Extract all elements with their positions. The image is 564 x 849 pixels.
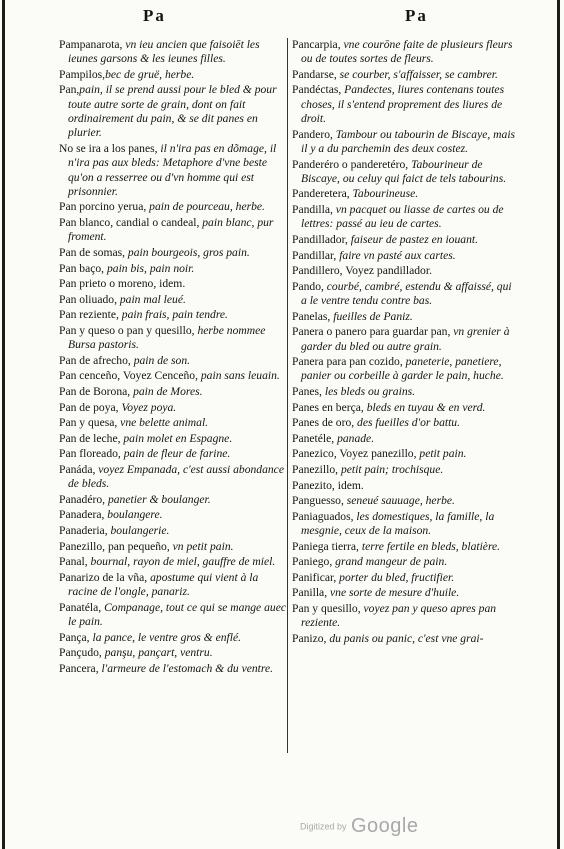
entry-definition: vne sorte de mesure d'huile. (327, 586, 460, 600)
dictionary-entry (59, 354, 287, 368)
entry-definition: apostume qui vient à la racine de l'ongle, panariz. (68, 570, 259, 599)
entry-definition: Tambour ou tabourin de Biscaye, mais il y a du parchemin des deux costez. (301, 127, 516, 155)
entry-definition: pain bis, pain noir. (104, 261, 195, 275)
entry-definition: faire vn pasté aux cartes. (336, 248, 456, 262)
entry-definition: seneué sauuage, herbe. (343, 494, 455, 508)
entry-headword: Pan, (59, 83, 80, 97)
digitized-by-text: Digitized by (300, 821, 347, 832)
dictionary-entry (292, 510, 518, 539)
entry-definition: panetier & boulanger. (105, 492, 211, 506)
entry-headword: Panadera, (59, 508, 105, 522)
entry-definition: pain de Mores. (130, 384, 203, 398)
dictionary-entry (59, 540, 287, 554)
entry-definition: vn grenier à garder du bled ou autre grain. (301, 325, 510, 353)
entry-headword: Pan floreado, (59, 447, 121, 461)
entry-headword: Pampilos, (59, 67, 106, 81)
running-headers (0, 6, 564, 28)
entry-headword: Pandéctas, (292, 83, 342, 97)
dictionary-entry (59, 432, 287, 446)
entry-definition: porter du bled, fructifier. (336, 570, 455, 584)
entry-definition: pain, il se prend aussi pour le bled & pour toute autre sorte de grain, dont on fait ordinairement du pain, & se dit panes en plurier. (68, 83, 277, 140)
entry-definition: pain de son. (130, 353, 191, 367)
dictionary-entry (59, 293, 287, 307)
entry-headword: Panera o panero para guardar pan, (292, 325, 451, 339)
dictionary-entry (292, 463, 518, 477)
dictionary-entry (292, 602, 518, 631)
dictionary-entry (59, 200, 287, 214)
entry-definition: voyez Empanada, c'est aussi abondance de bleds. (68, 462, 284, 491)
column-divider (287, 38, 288, 753)
dictionary-entry (292, 68, 518, 82)
right-column (292, 38, 518, 788)
entry-definition: l'armeure de l'estomach & du ventre. (98, 661, 274, 675)
entry-headword: Panezico, Voyez panezillo, (292, 447, 417, 461)
dictionary-entry (59, 571, 287, 600)
entry-definition: pain de pourceau, herbe. (146, 200, 265, 214)
dictionary-entry (59, 308, 287, 322)
dictionary-entry (59, 646, 287, 660)
entry-headword: Pan de poya, (59, 400, 119, 414)
entry-headword: Panes de oro, (292, 416, 355, 430)
entry-headword: Pan baço, (59, 261, 105, 275)
entry-headword: Pança, (59, 630, 90, 644)
entry-headword: Pan prieto o moreno, idem. (59, 277, 186, 291)
entry-definition: la pance, le ventre gros & enflé. (89, 630, 242, 644)
entry-headword: Pan y quesillo, (292, 602, 361, 615)
entry-definition: Tabourineur de Biscaye, ou celuy qui faict de tels tabourins. (301, 157, 507, 185)
entry-headword: Pançudo, (59, 646, 102, 660)
running-header-left: Pa (143, 6, 166, 25)
left-column (59, 38, 287, 798)
dictionary-entry (292, 555, 518, 569)
entry-headword: Paniego, (292, 555, 333, 569)
entry-definition: Voyez poya. (118, 400, 177, 414)
entry-headword: Pando, (292, 279, 324, 293)
dictionary-entry (292, 416, 518, 430)
dictionary-entry (292, 355, 518, 384)
dictionary-entry (292, 128, 518, 157)
dictionary-entry (292, 83, 518, 126)
digitized-watermark (300, 815, 418, 835)
entry-definition: pain mal leué. (116, 292, 186, 306)
entry-headword: Pandillador, (292, 232, 348, 246)
dictionary-entry (292, 158, 518, 187)
entry-definition: pain frais, pain tendre. (118, 308, 228, 322)
dictionary-entry (292, 310, 518, 324)
entry-definition: petit pain; trochisque. (338, 462, 444, 476)
dictionary-entry (59, 246, 287, 260)
entry-definition: Pandectes, liures contenans toutes choses, il s'entend proprement des liures de droit. (301, 83, 505, 126)
entry-headword: Panes, (292, 384, 322, 398)
entry-headword: Panal, (59, 555, 88, 569)
entry-definition: du panis ou panic, c'est vne grai- (326, 631, 484, 645)
entry-definition: bleds en tuyau & en verd. (363, 400, 486, 414)
entry-headword: Panilla, (292, 586, 328, 600)
entry-headword: Pampanarota, (59, 38, 123, 51)
dictionary-entry (292, 447, 518, 461)
dictionary-entry (292, 632, 518, 646)
dictionary-entry (292, 325, 518, 354)
entry-headword: No se ira a los panes, (59, 141, 158, 155)
entry-headword: Panelas, (292, 309, 331, 323)
entry-definition: les domestiques, la famille, la mesgnie, ceux de la maison. (301, 509, 495, 538)
entry-definition: pain molet en Espagne. (120, 431, 233, 445)
entry-definition: vn petit pain. (169, 539, 234, 553)
dictionary-entry (292, 203, 518, 232)
dictionary-entry (59, 416, 287, 430)
entry-headword: Panetéle, (292, 431, 335, 445)
dictionary-entry (292, 432, 518, 446)
entry-headword: Pandero, (292, 127, 333, 141)
entry-definition: paneterie, panetiere, panier ou corbeille à garder le pain, huche. (301, 355, 504, 383)
dictionary-entry (292, 494, 518, 508)
entry-headword: Panderéro o panderetéro, (292, 157, 409, 171)
entry-headword: Pan de leche, (59, 431, 121, 445)
entry-definition: grand mangeur de pain. (332, 555, 448, 569)
dictionary-entry (292, 571, 518, 585)
dictionary-entry (292, 280, 518, 309)
dictionary-entry (59, 463, 287, 492)
entry-headword: Pan cenceño, Voyez Cenceño, (59, 369, 198, 383)
entry-headword: Pandarse, (292, 67, 337, 81)
dictionary-entry (292, 249, 518, 263)
entry-definition: pain bourgeois, gros pain. (125, 245, 250, 259)
entry-headword: Panezito, idem. (292, 478, 364, 492)
entry-headword: Panaderia, (59, 524, 108, 538)
dictionary-entry (292, 264, 518, 278)
google-logo: Google (350, 815, 419, 837)
entry-headword: Pan porcino yerua, (59, 200, 147, 214)
dictionary-entry (292, 540, 518, 554)
entry-definition: Companage, tout ce qui se mange auec le pain. (68, 600, 286, 628)
entry-headword: Paniaguados, (292, 509, 354, 523)
entry-headword: Panguesso, (292, 494, 344, 508)
entry-definition: terre fertile en bleds, blatière. (358, 539, 501, 553)
dictionary-entry (59, 631, 287, 645)
entry-definition: boulangerie. (107, 524, 170, 538)
entry-headword: Panes en berça, (292, 400, 364, 414)
dictionary-entry (292, 586, 518, 600)
entry-headword: Panizo, (292, 631, 327, 645)
entry-headword: Pan y quesa, (59, 416, 118, 430)
dictionary-entry (59, 277, 287, 291)
dictionary-entry (59, 83, 287, 140)
dictionary-entry (59, 262, 287, 276)
dictionary-entry (59, 508, 287, 522)
entry-headword: Panezillo, pan pequeño, (59, 539, 170, 553)
dictionary-entry (59, 401, 287, 415)
dictionary-entry (59, 662, 287, 676)
entry-headword: Pan de Borona, (59, 384, 131, 398)
entry-headword: Panáda, (59, 462, 96, 476)
entry-headword: Panadéro, (59, 492, 106, 506)
entry-headword: Pan de somas, (59, 245, 126, 259)
entry-headword: Paniega tierra, (292, 539, 359, 553)
dictionary-entry (59, 447, 287, 461)
entry-headword: Panarizo de la vña, (59, 570, 148, 584)
entry-definition: les bleds ou grains. (321, 384, 416, 398)
entry-definition: petit pain. (416, 447, 467, 461)
entry-definition: herbe nommee Bursa pastoris. (68, 323, 266, 352)
entry-headword: Pan blanco, candial o candeal, (59, 216, 200, 230)
entry-headword: Panderetera, (292, 187, 350, 201)
entry-headword: Pan oliuado, (59, 292, 117, 306)
entry-definition: pain de fleur de farine. (120, 447, 231, 461)
dictionary-entry (59, 68, 287, 82)
entry-definition: des fueilles d'or battu. (354, 416, 461, 430)
entry-definition: voyez pan y queso apres pan reziente. (301, 602, 497, 630)
entry-headword: Panificar, (292, 570, 337, 584)
dictionary-entry (292, 233, 518, 247)
entry-definition: Tabourineuse. (349, 187, 419, 201)
dictionary-entry (59, 524, 287, 538)
entry-headword: Pancera, (59, 661, 99, 675)
dictionary-entry (292, 385, 518, 399)
entry-definition: panşu, pançart, ventru. (101, 646, 213, 660)
entry-definition: vne courōne faite de plusieurs fleurs ou de toutes sortes de fleurs. (301, 38, 513, 66)
entry-definition: panade. (334, 431, 375, 445)
entry-definition: vn ieu ancien que faisoiēt les ieunes garsons & les ieunes filles. (68, 38, 260, 66)
entry-definition: faiseur de pastez en iouant. (347, 232, 478, 246)
entry-definition: vne belette animal. (117, 416, 209, 430)
dictionary-entry (59, 555, 287, 569)
dictionary-entry (59, 601, 287, 630)
page-left-edge (2, 0, 5, 849)
dictionary-entry (59, 142, 287, 199)
dictionary-entry (59, 216, 287, 245)
entry-definition: bec de gruë, herbe. (105, 67, 195, 81)
entry-definition: il n'ira pas en dõmage, il n'ira pas aux bleds: Metaphore d'vne beste qu'on a resserree ou d'vn homme qui est prisonnier. (68, 141, 277, 198)
entry-headword: Pan de afrecho, (59, 353, 131, 367)
entry-headword: Panatéla, (59, 600, 102, 614)
dictionary-entry (59, 38, 287, 67)
dictionary-entry (292, 187, 518, 201)
dictionary-entry (292, 401, 518, 415)
entry-definition: bournal, rayon de miel, gauffre de miel. (87, 555, 276, 569)
dictionary-entry (59, 324, 287, 353)
dictionary-entry (59, 369, 287, 383)
entry-headword: Pandilla, (292, 203, 333, 217)
entry-headword: Pan y queso o pan y quesillo, (59, 323, 195, 337)
entry-headword: Pan reziente, (59, 308, 119, 322)
entry-headword: Pancarpia, (292, 38, 341, 51)
entry-headword: Panezillo, (292, 462, 339, 476)
entry-definition: boulangere. (104, 508, 163, 522)
entry-definition: vn pacquet ou liasse de cartes ou de lettres: passé au ieu de cartes. (301, 203, 504, 231)
entry-headword: Panera para pan cozido, (292, 355, 403, 369)
entry-definition: pain blanc, pur froment. (68, 216, 274, 244)
entry-headword: Pandillero, Voyez pandillador. (292, 264, 432, 278)
dictionary-entry (292, 479, 518, 493)
entry-headword: Pandillar, (292, 248, 337, 262)
dictionary-entry (59, 493, 287, 507)
entry-definition: se courber, s'affaisser, se cambrer. (336, 67, 498, 81)
entry-definition: courbé, cambré, estendu & affaissé, qui a le ventre tendu contre bas. (301, 279, 512, 308)
page-right-edge (557, 0, 560, 849)
entry-definition: pain sans leuain. (197, 369, 280, 383)
entry-definition: fueilles de Paniz. (330, 309, 413, 323)
dictionary-entry (59, 385, 287, 399)
running-header-right: Pa (405, 6, 428, 25)
dictionary-entry (292, 38, 518, 67)
